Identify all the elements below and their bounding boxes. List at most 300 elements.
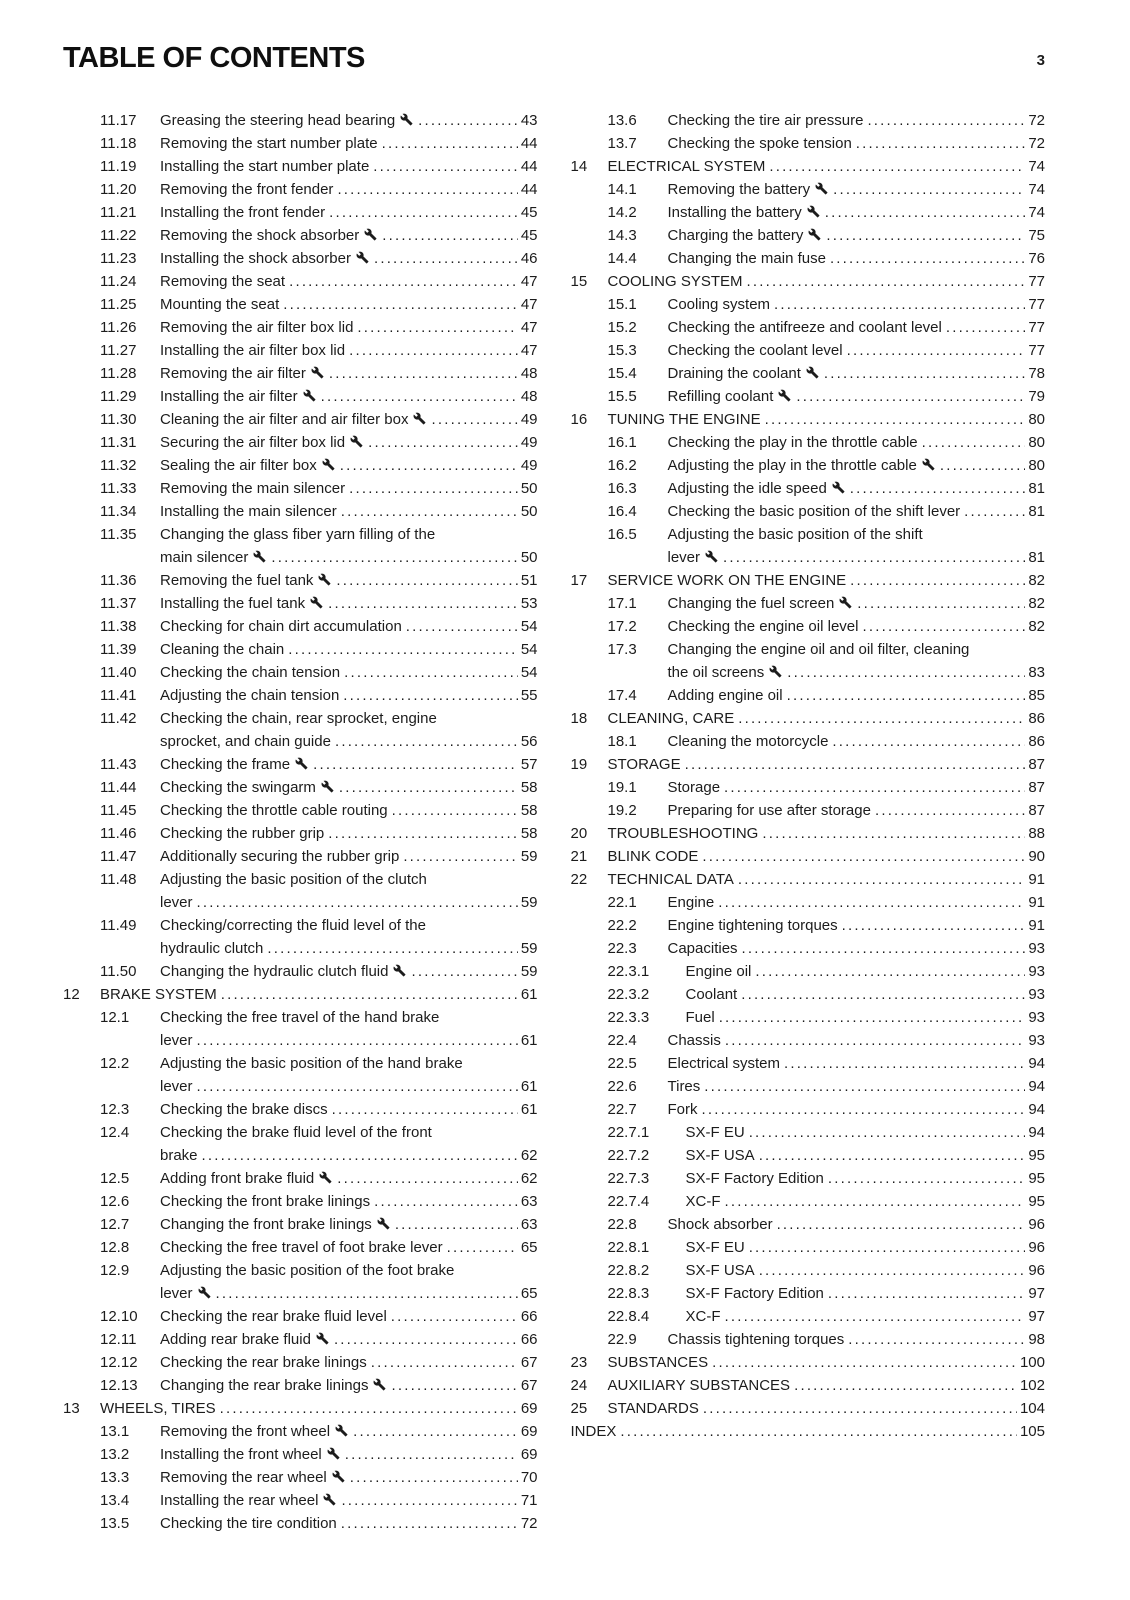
entry-number: 16.2 bbox=[607, 457, 637, 474]
entry-title: SX-F EU bbox=[685, 1239, 745, 1256]
entry-last-line bbox=[160, 362, 538, 385]
entry-page: 80 bbox=[1028, 434, 1045, 451]
toc-entry bbox=[63, 1121, 538, 1167]
toc-entry bbox=[571, 868, 1046, 891]
entry-number: 11.31 bbox=[100, 434, 137, 451]
entry-page: 58 bbox=[520, 825, 538, 842]
entry-number: 13.6 bbox=[607, 112, 637, 129]
entry-number: 11.17 bbox=[100, 112, 137, 129]
toc-entry bbox=[63, 523, 538, 569]
entry-number: 21 bbox=[570, 848, 588, 865]
wrench-icon bbox=[310, 596, 323, 609]
entry-last-line bbox=[668, 914, 1046, 937]
toc-entry bbox=[571, 891, 1046, 914]
wrench-icon bbox=[350, 435, 363, 448]
leader-dots bbox=[271, 546, 517, 569]
entry-page: 76 bbox=[1028, 250, 1045, 267]
entry-page: 95 bbox=[1028, 1193, 1045, 1210]
toc-entry bbox=[571, 1397, 1046, 1420]
leader-dots bbox=[267, 937, 517, 960]
entry-last-line bbox=[160, 1236, 538, 1259]
entry-last-line bbox=[686, 1259, 1046, 1282]
leader-dots bbox=[774, 293, 1025, 316]
entry-title: Checking the brake discs bbox=[160, 1101, 328, 1118]
wrench-icon bbox=[332, 1470, 345, 1483]
toc-entry bbox=[571, 155, 1046, 178]
entry-last-line bbox=[668, 201, 1046, 224]
entry-last-line bbox=[608, 1351, 1046, 1374]
leader-dots bbox=[704, 1075, 1025, 1098]
leader-dots bbox=[620, 1420, 1017, 1443]
entry-page: 47 bbox=[520, 296, 538, 313]
entry-number: 11.30 bbox=[100, 411, 137, 428]
entry-number: 19.2 bbox=[607, 802, 637, 819]
leader-dots bbox=[395, 1213, 518, 1236]
entry-number: 17.1 bbox=[607, 595, 637, 612]
entry-number: 22.5 bbox=[607, 1055, 637, 1072]
entry-title: lever bbox=[668, 546, 720, 569]
leader-dots bbox=[334, 1328, 518, 1351]
entry-number: 11.27 bbox=[100, 342, 137, 359]
wrench-icon bbox=[808, 228, 821, 241]
entry-title: STORAGE bbox=[607, 756, 681, 773]
entry-page: 95 bbox=[1028, 1147, 1045, 1164]
leader-dots bbox=[329, 201, 518, 224]
entry-last-line bbox=[160, 891, 538, 914]
entry-title: Cleaning the air filter and air filter box bbox=[160, 408, 427, 431]
leader-dots bbox=[825, 201, 1026, 224]
entry-title: Adjusting the chain tension bbox=[160, 687, 340, 704]
entry-title: Checking the tire air pressure bbox=[667, 112, 864, 129]
entry-last-line bbox=[160, 1351, 538, 1374]
entry-number: 11.38 bbox=[100, 618, 137, 635]
wrench-icon bbox=[393, 964, 406, 977]
entry-last-line bbox=[160, 1075, 538, 1098]
entry-page: 98 bbox=[1028, 1331, 1045, 1348]
leader-dots bbox=[341, 1512, 518, 1535]
leader-dots bbox=[755, 960, 1025, 983]
entry-title: Engine tightening torques bbox=[667, 917, 838, 934]
entry-page: 58 bbox=[520, 779, 538, 796]
toc-entry bbox=[63, 753, 538, 776]
wrench-icon bbox=[705, 550, 718, 563]
entry-number: 11.47 bbox=[100, 848, 137, 865]
entry-number: 15 bbox=[570, 273, 588, 290]
entry-title-line: Changing the glass fiber yarn filling of the bbox=[160, 526, 436, 543]
toc-entry bbox=[571, 201, 1046, 224]
entry-title: Cleaning the motorcycle bbox=[667, 733, 829, 750]
toc-entry bbox=[63, 270, 538, 293]
entry-page: 87 bbox=[1028, 802, 1045, 819]
entry-title: Installing the main silencer bbox=[160, 503, 337, 520]
wrench-icon bbox=[335, 1424, 348, 1437]
entry-last-line bbox=[686, 983, 1046, 1006]
entry-page: 105 bbox=[1019, 1423, 1045, 1440]
entry-number: 15.3 bbox=[607, 342, 637, 359]
entry-number: 11.39 bbox=[100, 641, 137, 658]
entry-title: Installing the battery bbox=[668, 201, 821, 224]
entry-number: 11.50 bbox=[100, 963, 137, 980]
entry-last-line bbox=[608, 408, 1046, 431]
entry-page: 77 bbox=[1028, 273, 1045, 290]
leader-dots bbox=[345, 1443, 518, 1466]
entry-last-line bbox=[668, 362, 1046, 385]
leader-dots bbox=[856, 132, 1026, 155]
entry-page: 47 bbox=[520, 319, 538, 336]
entry-title: COOLING SYSTEM bbox=[607, 273, 743, 290]
entry-last-line bbox=[160, 937, 538, 960]
entry-page: 91 bbox=[1028, 917, 1045, 934]
wrench-icon bbox=[327, 1447, 340, 1460]
entry-number: 15.4 bbox=[607, 365, 637, 382]
toc-entry bbox=[63, 638, 538, 661]
entry-title: Checking the free travel of foot brake lever bbox=[160, 1239, 443, 1256]
entry-title: Greasing the steering head bearing bbox=[160, 109, 414, 132]
entry-title: SERVICE WORK ON THE ENGINE bbox=[607, 572, 847, 589]
entry-last-line bbox=[686, 1167, 1046, 1190]
leader-dots bbox=[759, 1144, 1026, 1167]
entry-title: the oil screens bbox=[668, 661, 784, 684]
toc-entry bbox=[63, 178, 538, 201]
toc-entry bbox=[63, 569, 538, 592]
wrench-icon bbox=[319, 1171, 332, 1184]
entry-title: Removing the seat bbox=[160, 273, 286, 290]
toc-entry bbox=[63, 1397, 538, 1420]
toc-entry bbox=[571, 1190, 1046, 1213]
entry-title: Checking the swingarm bbox=[160, 776, 335, 799]
leader-dots bbox=[353, 1420, 518, 1443]
toc-entry bbox=[571, 730, 1046, 753]
entry-page: 82 bbox=[1028, 572, 1045, 589]
entry-title: ELECTRICAL SYSTEM bbox=[607, 158, 766, 175]
entry-title: Chassis tightening torques bbox=[667, 1331, 845, 1348]
entry-page: 67 bbox=[520, 1377, 538, 1394]
entry-page: 72 bbox=[1028, 135, 1045, 152]
entry-title: Engine bbox=[667, 894, 715, 911]
leader-dots bbox=[940, 454, 1025, 477]
entry-number: 11.43 bbox=[100, 756, 137, 773]
leader-dots bbox=[340, 454, 518, 477]
entry-page: 47 bbox=[520, 273, 538, 290]
entry-last-line bbox=[686, 1282, 1046, 1305]
toc-entry bbox=[63, 1006, 538, 1052]
entry-title: Installing the rear wheel bbox=[160, 1489, 337, 1512]
entry-title: Checking the play in the throttle cable bbox=[667, 434, 918, 451]
entry-last-line bbox=[160, 270, 538, 293]
entry-number: 22.3.3 bbox=[607, 1009, 650, 1026]
entry-title: Chassis bbox=[667, 1032, 721, 1049]
wrench-icon bbox=[323, 1493, 336, 1506]
entry-title: hydraulic clutch bbox=[160, 940, 264, 957]
toc-entry bbox=[63, 385, 538, 408]
toc-entry bbox=[571, 615, 1046, 638]
entry-number: 11.49 bbox=[100, 917, 137, 934]
entry-last-line bbox=[160, 247, 538, 270]
leader-dots bbox=[335, 730, 518, 753]
entry-number: 11.19 bbox=[100, 158, 137, 175]
toc-entry bbox=[63, 661, 538, 684]
toc-entry bbox=[571, 1420, 1046, 1443]
entry-last-line bbox=[160, 293, 538, 316]
toc-entry bbox=[63, 707, 538, 753]
entry-last-line bbox=[668, 431, 1046, 454]
entry-page: 93 bbox=[1028, 1032, 1045, 1049]
leader-dots bbox=[337, 1167, 518, 1190]
wrench-icon bbox=[769, 665, 782, 678]
entry-page: 43 bbox=[520, 112, 538, 129]
entry-number: 12.8 bbox=[100, 1239, 130, 1256]
entry-title: Checking the rubber grip bbox=[160, 825, 325, 842]
entry-number: 12.9 bbox=[100, 1262, 130, 1279]
toc-entry bbox=[63, 1489, 538, 1512]
entry-number: 14 bbox=[570, 158, 588, 175]
leader-dots bbox=[796, 385, 1025, 408]
entry-title: Checking the rear brake linings bbox=[160, 1354, 367, 1371]
entry-number: 11.48 bbox=[100, 871, 137, 888]
entry-title: Adding engine oil bbox=[667, 687, 783, 704]
entry-page: 61 bbox=[520, 1078, 538, 1095]
entry-last-line bbox=[160, 109, 538, 132]
entry-number: 25 bbox=[570, 1400, 588, 1417]
toc-entry bbox=[571, 937, 1046, 960]
entry-last-line bbox=[160, 960, 538, 983]
toc-entry bbox=[63, 592, 538, 615]
leader-dots bbox=[337, 178, 517, 201]
entry-title-line: Checking the free travel of the hand brake bbox=[160, 1009, 440, 1026]
entry-page: 81 bbox=[1028, 549, 1045, 566]
entry-number: 22.7.2 bbox=[607, 1147, 650, 1164]
entry-last-line bbox=[160, 132, 538, 155]
toc-entry bbox=[63, 1466, 538, 1489]
entry-number: 12.5 bbox=[100, 1170, 130, 1187]
toc-entry bbox=[571, 707, 1046, 730]
entry-page: 69 bbox=[520, 1423, 538, 1440]
entry-page: 81 bbox=[1028, 503, 1045, 520]
entry-last-line bbox=[608, 1397, 1046, 1420]
entry-last-line bbox=[160, 1328, 538, 1351]
entry-title: Checking the basic position of the shift lever bbox=[667, 503, 961, 520]
toc-entry bbox=[63, 1167, 538, 1190]
leader-dots bbox=[391, 1374, 517, 1397]
toc-entry bbox=[571, 1144, 1046, 1167]
entry-last-line bbox=[160, 776, 538, 799]
toc-entry bbox=[63, 960, 538, 983]
entry-number: 13.7 bbox=[607, 135, 637, 152]
toc-entry bbox=[571, 1259, 1046, 1282]
entry-title-line: Adjusting the basic position of the shift bbox=[667, 526, 923, 543]
entry-title: Coolant bbox=[685, 986, 738, 1003]
entry-last-line bbox=[608, 707, 1046, 730]
leader-dots bbox=[759, 1259, 1026, 1282]
entry-title-line: Checking the brake fluid level of the front bbox=[160, 1124, 432, 1141]
toc-entry bbox=[571, 270, 1046, 293]
toc-entry bbox=[63, 339, 538, 362]
entry-page: 77 bbox=[1028, 342, 1045, 359]
entry-title: Installing the start number plate bbox=[160, 158, 370, 175]
toc-entry bbox=[571, 1236, 1046, 1259]
entry-number: 16.5 bbox=[607, 526, 637, 543]
toc-entry bbox=[63, 109, 538, 132]
toc-entry bbox=[571, 569, 1046, 592]
leader-dots bbox=[374, 1190, 518, 1213]
entry-number: 13.5 bbox=[100, 1515, 130, 1532]
entry-last-line bbox=[160, 845, 538, 868]
leader-dots bbox=[702, 1098, 1026, 1121]
entry-last-line bbox=[160, 1213, 538, 1236]
entry-number: 22.1 bbox=[607, 894, 637, 911]
entry-title: Changing the fuel screen bbox=[668, 592, 854, 615]
toc-entry bbox=[63, 247, 538, 270]
leader-dots bbox=[288, 638, 518, 661]
toc-entry bbox=[63, 132, 538, 155]
entry-title: Removing the main silencer bbox=[160, 480, 346, 497]
entry-title: sprocket, and chain guide bbox=[160, 733, 331, 750]
toc-entry bbox=[63, 500, 538, 523]
entry-title: Checking the antifreeze and coolant level bbox=[667, 319, 942, 336]
leader-dots bbox=[418, 109, 518, 132]
entry-last-line bbox=[160, 661, 538, 684]
entry-title: Storage bbox=[667, 779, 721, 796]
toc-column-right bbox=[571, 109, 1046, 1535]
entry-last-line bbox=[608, 569, 1046, 592]
leader-dots bbox=[847, 339, 1026, 362]
entry-title: Installing the air filter bbox=[160, 385, 317, 408]
toc-entry bbox=[571, 1052, 1046, 1075]
leader-dots bbox=[794, 1374, 1017, 1397]
entry-last-line bbox=[160, 592, 538, 615]
entry-page: 58 bbox=[520, 802, 538, 819]
leader-dots bbox=[777, 1213, 1026, 1236]
wrench-icon bbox=[295, 757, 308, 770]
leader-dots bbox=[830, 247, 1025, 270]
leader-dots bbox=[742, 937, 1026, 960]
toc-entry bbox=[63, 1328, 538, 1351]
toc-entry bbox=[571, 1374, 1046, 1397]
leader-dots bbox=[321, 385, 518, 408]
entry-title: Securing the air filter box lid bbox=[160, 431, 364, 454]
entry-number: 14.4 bbox=[607, 250, 637, 267]
entry-page: 54 bbox=[520, 641, 538, 658]
entry-last-line bbox=[668, 132, 1046, 155]
toc-entry bbox=[571, 500, 1046, 523]
entry-number: 22.7.3 bbox=[607, 1170, 650, 1187]
entry-number: 12.1 bbox=[100, 1009, 130, 1026]
leader-dots bbox=[850, 477, 1026, 500]
leader-dots bbox=[371, 1351, 518, 1374]
entry-last-line bbox=[668, 684, 1046, 707]
entry-page: 49 bbox=[520, 411, 538, 428]
entry-page: 72 bbox=[520, 1515, 538, 1532]
entry-last-line bbox=[668, 454, 1046, 477]
entry-last-line bbox=[160, 155, 538, 178]
entry-number: 12.2 bbox=[100, 1055, 130, 1072]
entry-page: 67 bbox=[520, 1354, 538, 1371]
leader-dots bbox=[328, 592, 518, 615]
entry-number: 16.1 bbox=[607, 434, 637, 451]
leader-dots bbox=[332, 1098, 518, 1121]
entry-last-line bbox=[668, 477, 1046, 500]
entry-title: SX-F USA bbox=[685, 1147, 755, 1164]
toc-entry bbox=[63, 1259, 538, 1305]
entry-last-line bbox=[160, 477, 538, 500]
toc-entry bbox=[571, 638, 1046, 684]
leader-dots bbox=[329, 362, 518, 385]
leader-dots bbox=[368, 431, 518, 454]
entry-last-line bbox=[160, 1144, 538, 1167]
entry-title: SX-F Factory Edition bbox=[685, 1170, 824, 1187]
entry-number: 12.12 bbox=[100, 1354, 138, 1371]
leader-dots bbox=[828, 1167, 1025, 1190]
entry-title: Changing the main fuse bbox=[667, 250, 826, 267]
leader-dots bbox=[857, 592, 1025, 615]
entry-title: lever bbox=[160, 1032, 193, 1049]
entry-last-line bbox=[160, 316, 538, 339]
entry-page: 102 bbox=[1019, 1377, 1045, 1394]
toc-entry bbox=[63, 615, 538, 638]
leader-dots bbox=[374, 247, 518, 270]
entry-number: 14.2 bbox=[607, 204, 637, 221]
entry-last-line bbox=[668, 224, 1046, 247]
toc-entry bbox=[571, 1006, 1046, 1029]
entry-title: Installing the shock absorber bbox=[160, 247, 370, 270]
toc-entry bbox=[571, 431, 1046, 454]
toc-entry bbox=[571, 1282, 1046, 1305]
entry-last-line bbox=[100, 1397, 538, 1420]
toc-entry bbox=[571, 339, 1046, 362]
toc-entry bbox=[571, 1029, 1046, 1052]
entry-number: 11.42 bbox=[100, 710, 137, 727]
toc-entry bbox=[571, 983, 1046, 1006]
entry-title: Engine oil bbox=[685, 963, 752, 980]
entry-title: Cleaning the chain bbox=[160, 641, 285, 658]
entry-page: 53 bbox=[520, 595, 538, 612]
entry-page: 94 bbox=[1028, 1078, 1045, 1095]
leader-dots bbox=[382, 132, 518, 155]
entry-last-line bbox=[668, 730, 1046, 753]
entry-page: 75 bbox=[1028, 227, 1045, 244]
entry-last-line bbox=[160, 408, 538, 431]
entry-title: Removing the shock absorber bbox=[160, 224, 378, 247]
entry-last-line bbox=[160, 730, 538, 753]
entry-number: 15.5 bbox=[607, 388, 637, 405]
leader-dots bbox=[349, 339, 518, 362]
entry-number: 12.4 bbox=[100, 1124, 130, 1141]
entry-title: Checking the rear brake fluid level bbox=[160, 1308, 387, 1325]
entry-number: 22.3 bbox=[607, 940, 637, 957]
entry-page: 49 bbox=[520, 434, 538, 451]
toc-entry bbox=[571, 224, 1046, 247]
entry-title: Installing the fuel tank bbox=[160, 592, 324, 615]
entry-last-line bbox=[668, 178, 1046, 201]
toc-entry bbox=[63, 477, 538, 500]
entry-page: 96 bbox=[1028, 1216, 1045, 1233]
entry-page: 59 bbox=[520, 940, 538, 957]
wrench-icon bbox=[806, 366, 819, 379]
entry-title: Removing the air filter bbox=[160, 362, 325, 385]
entry-last-line bbox=[668, 1213, 1046, 1236]
entry-number: 18 bbox=[570, 710, 588, 727]
wrench-icon bbox=[807, 205, 820, 218]
entry-page: 61 bbox=[520, 1032, 538, 1049]
entry-number: 14.3 bbox=[607, 227, 637, 244]
entry-title: SUBSTANCES bbox=[607, 1354, 709, 1371]
wrench-icon bbox=[356, 251, 369, 264]
entry-page: 83 bbox=[1028, 664, 1045, 681]
entry-last-line bbox=[160, 1190, 538, 1213]
toc-entry bbox=[63, 1420, 538, 1443]
toc-entry bbox=[63, 1213, 538, 1236]
entry-title: Removing the battery bbox=[668, 178, 830, 201]
